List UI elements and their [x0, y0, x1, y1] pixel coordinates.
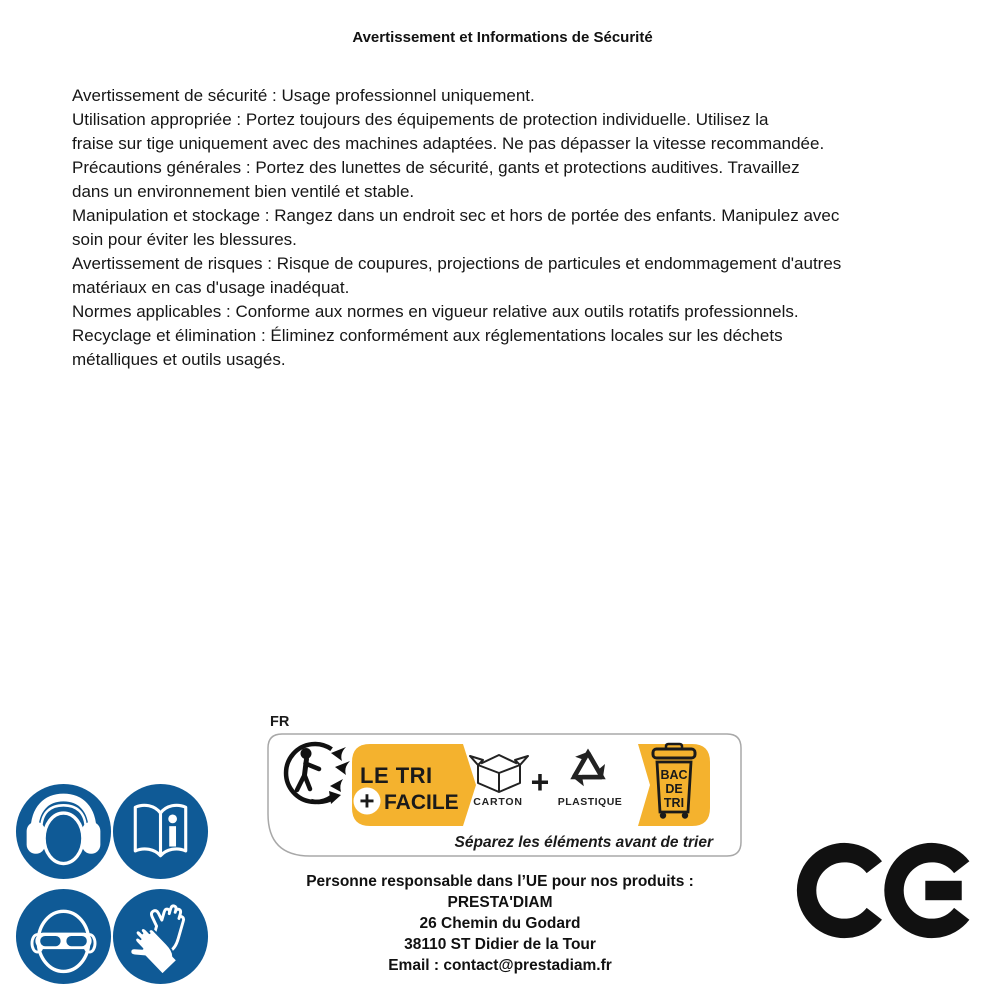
responsible-person-line: Personne responsable dans l’UE pour nos produits : [306, 873, 694, 890]
page-title: Avertissement et Informations de Sécurité [352, 29, 653, 46]
wear-ear-protection-icon [15, 783, 112, 880]
materials-separator: + [530, 764, 550, 800]
bin-text-1: BAC [660, 768, 688, 782]
label-tagline: Séparez les éléments avant de trier [454, 834, 713, 851]
safety-text-line: Avertissement de risques : Risque de coupures, projections de particules et endommagement d'autres [72, 254, 842, 273]
info-tri-recycling-label [267, 705, 743, 858]
safety-text-line: métalliques et outils usagés. [72, 350, 286, 369]
country-code-label: FR [270, 714, 290, 730]
safety-text-line: soin pour éviter les blessures. [72, 230, 297, 249]
safety-text-line: Avertissement de sécurité : Usage professionnel uniquement. [72, 86, 535, 105]
mandatory-icons-grid [15, 783, 210, 986]
wear-eye-protection-icon [15, 888, 112, 985]
bin-text-3: TRI [663, 796, 685, 810]
plus-badge: + [359, 785, 375, 816]
responsible-person-line: 38110 ST Didier de la Tour [404, 936, 596, 953]
wear-protective-gloves-icon [112, 888, 209, 985]
safety-text [72, 84, 997, 372]
read-instruction-manual-icon [112, 783, 209, 880]
material-carton-label: CARTON [473, 796, 523, 808]
material-plastique-label: PLASTIQUE [557, 796, 623, 808]
safety-text-line: matériaux en cas d'usage inadéquat. [72, 278, 350, 297]
responsible-person-line: 26 Chemin du Godard [419, 915, 581, 932]
safety-text-line: Utilisation appropriée : Portez toujours des équipements de protection individuelle. Utilisez la [72, 110, 769, 129]
safety-text-line: fraise sur tige uniquement avec des machines adaptées. Ne pas dépasser la vitesse recommandée. [72, 134, 825, 153]
safety-text-line: Recyclage et élimination : Éliminez conformément aux réglementations locales sur les déchets [72, 326, 783, 345]
responsible-person-block [250, 871, 750, 976]
responsible-person-line: Email : contact@prestadiam.fr [388, 957, 612, 974]
headline-line2: FACILE [384, 791, 459, 814]
responsible-person-line: PRESTA'DIAM [447, 894, 553, 911]
headline-line1: LE TRI [360, 763, 433, 788]
safety-text-line: dans un environnement bien ventilé et stable. [72, 182, 415, 201]
bin-text-2: DE [665, 782, 683, 796]
safety-text-line: Normes applicables : Conforme aux normes en vigueur relative aux outils rotatifs professionnels. [72, 302, 799, 321]
safety-text-line: Manipulation et stockage : Rangez dans un endroit sec et hors de portée des enfants. Manipulez avec [72, 206, 840, 225]
ce-mark-icon [793, 840, 978, 941]
safety-text-line: Précautions générales : Portez des lunettes de sécurité, gants et protections auditives. Travaillez [72, 158, 800, 177]
